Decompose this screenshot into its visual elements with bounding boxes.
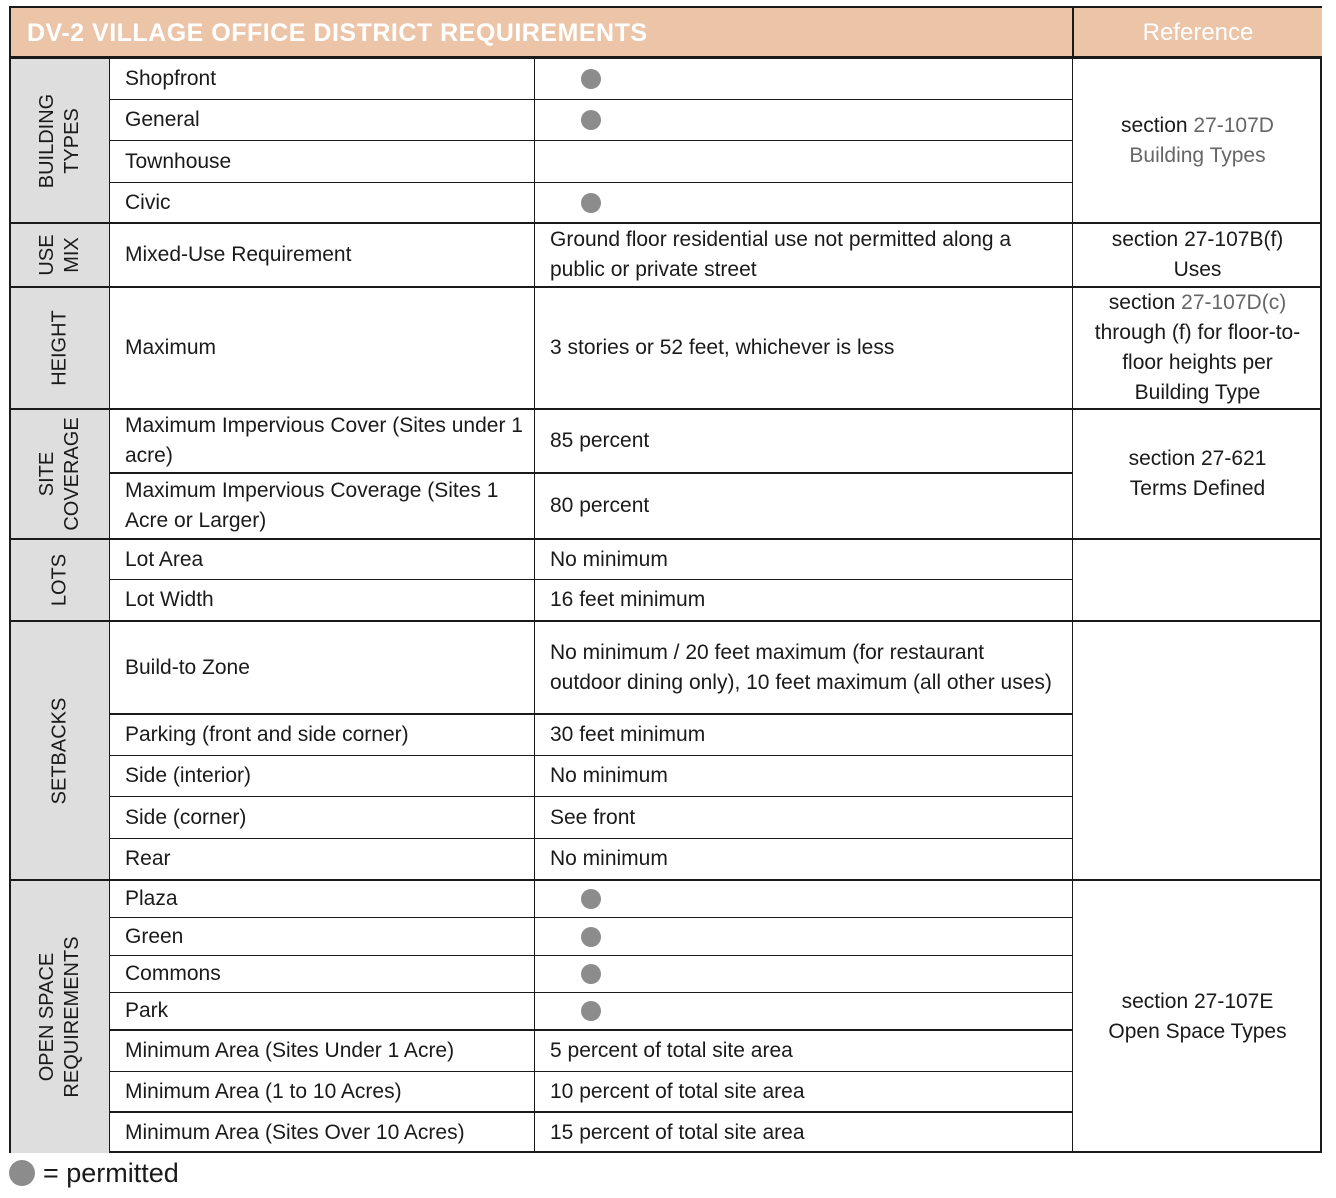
permitted-dot-icon [581,964,601,984]
row-value: No minimum [550,547,668,571]
row-value: 16 feet minimum [550,588,706,611]
legend-text: = permitted [43,1157,179,1188]
reference-site-coverage: section 27-621 Terms Defined [1072,410,1322,538]
row-label: Lot Width [110,580,535,620]
row-label: Maximum Impervious Cover (Sites under 1 acre) [110,410,535,472]
row-label: Minimum Area (1 to 10 Acres) [110,1072,535,1111]
category-setbacks: SETBACKS [11,622,110,879]
table-row [110,839,1072,879]
reference-height: section 27-107D(c) through (f) for floor-to-floor heights per Building Type [1072,288,1322,408]
row-label: Minimum Area (Sites Under 1 Acre) [110,1031,535,1071]
category-open-space: OPEN SPACE REQUIREMENTS [11,881,110,1153]
row-value: 30 feet minimum [550,723,706,746]
category-lots: LOTS [11,540,110,620]
table-row [110,881,1072,918]
category-site-coverage: SITE COVERAGE [11,410,110,538]
row-label: Parking (front and side corner) [110,715,535,755]
row-value: No minimum [550,847,668,870]
row-label: General [110,100,535,140]
reference-setbacks [1072,622,1322,879]
row-label: Civic [110,183,535,222]
table-row [110,1072,1072,1113]
row-label: Build-to Zone [110,622,535,713]
table-row [110,141,1072,183]
row-value: No minimum [550,764,668,787]
section-open-space [11,881,1322,1153]
category-height: HEIGHT [11,288,110,408]
table-row [110,59,1072,100]
requirements-table [9,6,1322,1153]
reference-lots [1072,540,1322,620]
table-row [110,797,1072,839]
permitted-dot-icon [581,889,601,909]
permitted-dot-icon [581,927,601,947]
row-label: Minimum Area (Sites Over 10 Acres) [110,1113,535,1153]
table-row [110,756,1072,797]
table-row [110,183,1072,222]
row-label: Side (interior) [110,756,535,796]
permitted-dot-icon [9,1160,35,1186]
section-lots [11,540,1322,622]
row-value: Ground floor residential use not permitted along a public or private street [550,228,1012,281]
table-row [110,993,1072,1031]
row-label: Townhouse [110,141,535,182]
section-building-types [11,59,1322,224]
permitted-dot-icon [581,1001,601,1021]
reference-open-space: section 27-107E Open Space Types [1072,881,1322,1153]
table-row [110,956,1072,993]
row-label: Mixed-Use Requirement [110,224,535,286]
row-label: Maximum Impervious Coverage (Sites 1 Acre or Larger) [110,474,535,538]
table-row [110,224,1072,286]
row-label: Rear [110,839,535,879]
row-label: Green [110,918,535,955]
legend [9,1158,179,1188]
table-row [110,100,1072,141]
reference-use-mix: section 27-107B(f) Uses [1072,224,1322,286]
row-value: 10 percent of total site area [550,1079,805,1103]
row-label: Maximum [110,288,535,408]
section-site-coverage [11,410,1322,540]
row-label: Shopfront [110,59,535,99]
row-label: Park [110,993,535,1029]
table-row [110,1113,1072,1153]
row-value: 85 percent [550,429,650,452]
section-use-mix [11,224,1322,288]
table-row [110,715,1072,756]
table-row [110,622,1072,715]
row-value: 15 percent of total site area [550,1121,805,1144]
category-building-types: BUILDING TYPES [11,59,110,222]
table-row [110,288,1072,408]
section-height [11,288,1322,410]
table-row [110,580,1072,620]
row-value: No minimum / 20 feet maximum (for restaurant outdoor dining only), 10 feet maximum (all other uses) [550,640,1052,694]
row-value: 80 percent [550,494,650,517]
table-row [110,918,1072,956]
reference-building-types: section 27-107D Building Types [1072,59,1322,222]
permitted-dot-icon [581,193,601,213]
row-label: Commons [110,956,535,992]
row-value: 3 stories or 52 feet, whichever is less [550,336,895,359]
reference-header: Reference [1072,8,1322,58]
table-title: DV-2 VILLAGE OFFICE DISTRICT REQUIREMENTS [11,8,1072,58]
row-value: See front [550,805,636,829]
row-label: Side (corner) [110,797,535,838]
row-label: Plaza [110,881,535,917]
permitted-dot-icon [581,69,601,89]
permitted-dot-icon [581,110,601,130]
table-row [110,474,1072,538]
row-value: 5 percent of total site area [550,1039,793,1062]
category-use-mix: USE MIX [11,224,110,286]
table-row [110,1031,1072,1072]
row-label: Lot Area [110,540,535,579]
table-row [110,540,1072,580]
section-setbacks [11,622,1322,881]
table-row [110,410,1072,474]
